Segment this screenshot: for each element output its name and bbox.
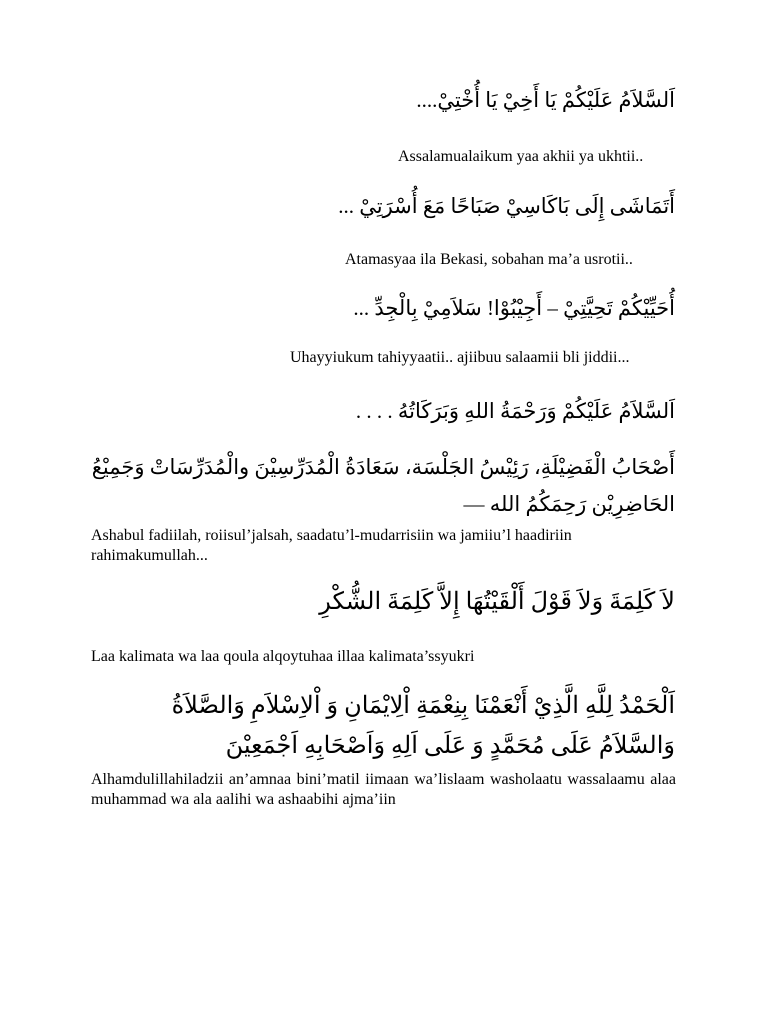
latin-greeting-line: Assalamualaikum yaa akhii ya ukhtii.. <box>398 148 644 165</box>
latin-praise-paragraph: Alhamdulillahiladzii an’amnaa bini’matil iimaan wa’lislaam washolaatu wassalaamu alaa muhammad wa ala aalihi wa ashaabihi ajma’iin <box>91 771 676 808</box>
arabic-walking-line: أَتَمَاشَى إِلَى بَاكَاسِيْ صَبَاحًا مَعَ أُسْرَتِيْ ... <box>338 194 675 218</box>
arabic-salam-line: اَلسَّلاَمُ عَلَيْكُمْ وَرَحْمَةُ اللهِ وَبَرَكَاتُهُ . . . . <box>355 399 675 423</box>
arabic-greeting-line: اَلسَّلاَمُ عَلَيْكُمْ يَا أَخِيْ يَا أُخْتِيْ.... <box>416 88 675 112</box>
arabic-praise-paragraph: اَلْحَمْدُ لِلَّهِ الَّذِيْ أَنْعَمْنَا بِنِعْمَةِ اْلِايْمَانِ وَ اْلاِسْلاَمِ وَالصَّلاَةُ وَالسَّلاَمُ عَلَى مُحَمَّدٍ وَ عَلَى اَلِهِ وَاَصْحَابِهِ اَجْمَعِيْنَ <box>171 693 675 759</box>
arabic-audience-paragraph: أَصْحَابُ الْفَضِيْلَةِ، رَئِيْسُ الجَلْسَة، سَعَادَةُ الْمُدَرِّسِيْنَ والْمُدَرِّسَاتْ وَجَمِيْعُ الحَاضِرِيْن رَحِمَكُمُ الله — <box>91 455 675 516</box>
latin-walking-line: Atamasyaa ila Bekasi, sobahan ma’a usrotii.. <box>345 251 633 268</box>
arabic-salute-line: أُحَيِّيْكُمْ تَحِيَّتِيْ – أَجِيْبُوْا! سَلاَمِيْ بِالْجِدِّ ... <box>353 296 675 320</box>
latin-audience-paragraph: Ashabul fadiilah, roiisul’jalsah, saadatu’l-mudarrisiin wa jamiiu’l haadiriin rahimakumullah... <box>91 527 572 564</box>
latin-salute-line: Uhayyiukum tahiyyaatii.. ajiibuu salaamii bli jiddii... <box>290 349 630 366</box>
latin-gratitude-line: Laa kalimata wa laa qoula alqoytuhaa illaa kalimata’ssyukri <box>91 648 475 665</box>
arabic-gratitude-line: لاَ كَلِمَةَ وَلاَ قَوْلَ أَلْقَيْتُهَا إِلاَّ كَلِمَةَ الشُّكْرِ <box>319 589 675 615</box>
